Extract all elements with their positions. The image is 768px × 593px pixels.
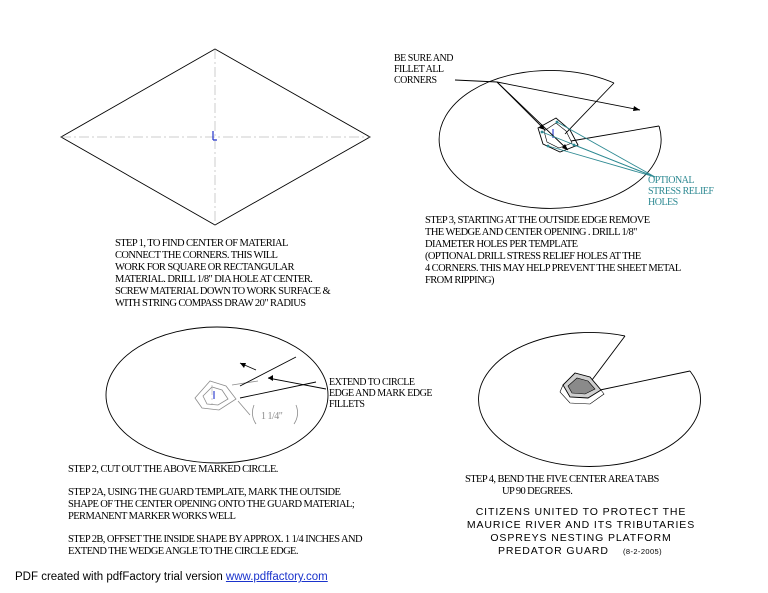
marked-circle <box>106 327 328 463</box>
wedge-edge-upper <box>565 83 614 134</box>
center-opening-inner <box>544 123 572 148</box>
step3-text <box>425 215 681 286</box>
title-date: (8-2-2005) <box>623 547 663 556</box>
step3-fillet-callout <box>394 53 453 86</box>
step2a-line: STEP 2A, USING THE GUARD TEMPLATE, MARK THE OUTSIDE <box>68 487 341 498</box>
step2-text <box>68 464 363 557</box>
relief-leader <box>548 146 655 177</box>
material-outline <box>61 49 370 225</box>
step3-line: FROM RIPPING) <box>425 275 494 286</box>
center-opening <box>538 118 578 152</box>
pdffactory-link[interactable]: www.pdffactory.com <box>225 571 328 583</box>
step1-line: WITH STRING COMPASS DRAW 20" RADIUS <box>115 298 306 309</box>
step2-figure <box>106 327 328 463</box>
relief-callout-line: STRESS RELIEF <box>648 186 714 197</box>
wedge-extension <box>240 382 316 398</box>
callout-leader <box>268 378 326 389</box>
wedge-edge-lower <box>600 371 690 390</box>
title-line: CITIZENS UNITED TO PROTECT THE <box>475 506 687 518</box>
step3-line: THE WEDGE AND CENTER OPENING . DRILL 1/8" <box>425 227 637 238</box>
relief-callout-line: OPTIONAL <box>648 175 694 186</box>
cut-circle-outline <box>439 70 661 208</box>
step2b-line: EXTEND THE WEDGE ANGLE TO THE CIRCLE EDGE. <box>68 546 298 557</box>
step2-callout-line: EDGE AND MARK EDGE <box>329 388 432 399</box>
step3-line: DIAMETER HOLES PER TEMPLATE <box>425 239 578 250</box>
relief-leader <box>557 122 655 177</box>
step3-line: 4 CORNERS. THIS MAY HELP PREVENT THE SHEET METAL <box>425 263 681 274</box>
title-line: OSPREYS NESTING PLATFORM <box>490 532 672 544</box>
step1-line: STEP 1, TO FIND CENTER OF MATERIAL <box>115 238 288 249</box>
step1-line: CONNECT THE CORNERS. THIS WILL <box>115 250 278 261</box>
step2-callout-line: EXTEND TO CIRCLE <box>329 377 415 388</box>
step4-text <box>465 474 660 497</box>
dimension-paren <box>252 405 256 424</box>
title-block <box>467 506 695 557</box>
template-outline <box>203 387 228 405</box>
step4-line: UP 90 DEGREES. <box>502 486 573 497</box>
step3-relief-callout <box>648 175 714 208</box>
step2b-line: STEP 2B, OFFSET THE INSIDE SHAPE BY APPROX. 1 1/4 INCHES AND <box>68 534 362 545</box>
title-line: MAURICE RIVER AND ITS TRIBUTARIES <box>466 519 696 531</box>
step1-text <box>115 238 330 309</box>
guard-outline <box>479 332 701 466</box>
fillet-callout-line: CORNERS <box>394 75 437 86</box>
dimension-leader <box>238 401 250 415</box>
step4-line: STEP 4, BEND THE FIVE CENTER AREA TABS <box>465 474 659 485</box>
relief-leader <box>574 145 655 177</box>
arrowhead <box>268 375 273 381</box>
fillet-leader <box>497 82 568 150</box>
step2-callout-line: FILLETS <box>329 399 365 410</box>
wedge-edge-lower <box>571 126 659 141</box>
pdf-footer <box>15 571 328 583</box>
relief-callout-line: HOLES <box>648 197 678 208</box>
step2a-line: PERMANENT MARKER WORKS WELL <box>68 511 236 522</box>
offset-outline <box>195 381 236 410</box>
fillet-leader <box>455 80 545 130</box>
title-line: PREDATOR GUARD <box>498 545 609 557</box>
step3-line: (OPTIONAL DRILL STRESS RELIEF HOLES AT THE <box>425 251 641 262</box>
step2a-line: SHAPE OF THE CENTER OPENING ONTO THE GUARD MATERIAL; <box>68 499 355 510</box>
offset-dimension: 1 1/4" <box>261 411 283 422</box>
step1-line: WORK FOR SQUARE OR RECTANGULAR <box>115 262 294 273</box>
step1-diamond-figure <box>61 49 370 225</box>
dimension-paren <box>294 405 298 424</box>
step2-callout <box>329 377 432 410</box>
fillet-callout-line: BE SURE AND <box>394 53 453 64</box>
fillet-callout-line: FILLET ALL <box>394 64 444 75</box>
step4-figure <box>479 332 701 466</box>
step1-line: SCREW MATERIAL DOWN TO WORK SURFACE & <box>115 286 331 297</box>
step2-title: STEP 2, CUT OUT THE ABOVE MARKED CIRCLE. <box>68 464 278 475</box>
footer-text: PDF created with pdfFactory trial version <box>15 571 226 583</box>
step3-line: STEP 3, STARTING AT THE OUTSIDE EDGE REMOVE <box>425 215 650 226</box>
fillet-leader <box>497 82 640 110</box>
wedge-edge-upper <box>592 336 625 380</box>
step1-line: MATERIAL. DRILL 1/8" DIA HOLE AT CENTER. <box>115 274 313 285</box>
step3-figure <box>439 70 661 208</box>
